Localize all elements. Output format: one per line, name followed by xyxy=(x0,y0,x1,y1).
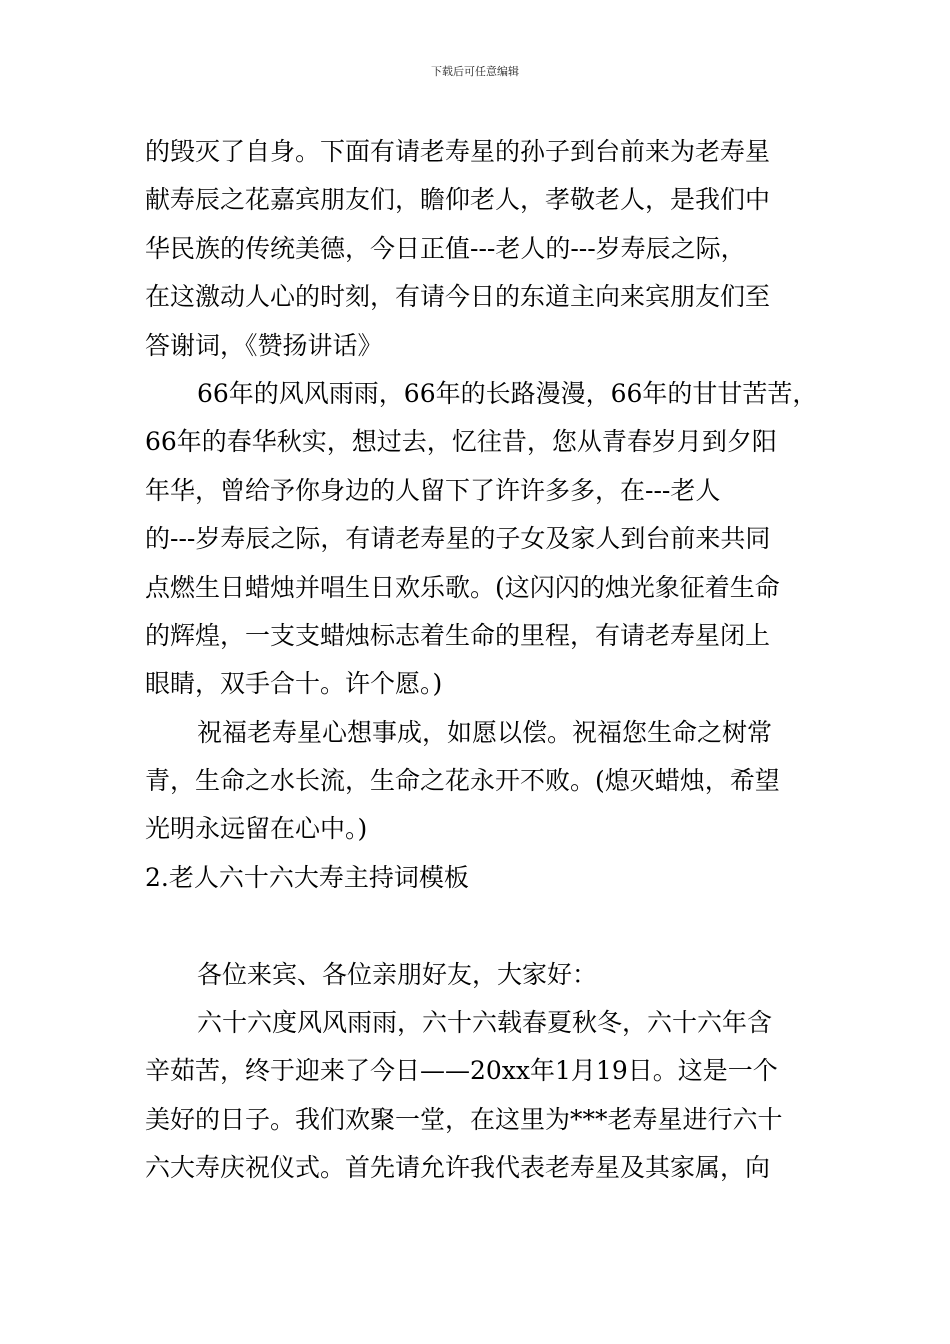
paragraph xyxy=(145,951,815,999)
text-line: 辛茹苦，终于迎来了今日——20xx年1月19日。这是一个 xyxy=(145,1056,778,1086)
text-line: 的毁灭了自身。下面有请老寿星的孙子到台前来为老寿星 xyxy=(145,137,771,166)
text-line: 66年的风风雨雨，66年的长路漫漫，66年的甘甘苦苦， xyxy=(197,378,818,408)
paragraph xyxy=(145,999,815,1193)
text-line: 献寿辰之花嘉宾朋友们，瞻仰老人，孝敬老人，是我们中 xyxy=(145,185,771,215)
paragraph xyxy=(145,709,815,854)
blank-line xyxy=(145,902,815,950)
text-line: 的辉煌，一支支蜡烛标志着生命的里程，有请老寿星闭上 xyxy=(145,620,771,650)
text-line: 答谢词，《赞扬讲话》 xyxy=(145,330,383,360)
text-line: 光明永远留在心中。) xyxy=(145,814,368,844)
paragraph xyxy=(145,370,818,709)
text-line: 眼睛，双手合十。许个愿。) xyxy=(145,669,443,699)
text-line: 祝福老寿星心想事成，如愿以偿。祝福您生命之树常 xyxy=(197,717,773,747)
text-line: 在这激动人心的时刻，有请今日的东道主向来宾朋友们至 xyxy=(145,282,771,312)
text-line: 青，生命之水长流，生命之花永开不败。(熄灭蜡烛，希望 xyxy=(145,766,780,796)
text-line: 点燃生日蜡烛并唱生日欢乐歌。(这闪闪的烛光象征着生命 xyxy=(145,572,780,602)
text-line: 六大寿庆祝仪式。首先请允许我代表老寿星及其家属，向 xyxy=(145,1153,771,1183)
text-line: 各位来宾、各位亲朋好友，大家好： xyxy=(197,959,598,989)
text-line: 六十六度风风雨雨，六十六载春夏秋冬，六十六年含 xyxy=(197,1008,773,1038)
text-line: 的---岁寿辰之际，有请老寿星的子女及家人到台前来共同 xyxy=(145,524,771,554)
text-line: 年华，曾给予你身边的人留下了许许多多，在---老人 xyxy=(145,475,721,505)
paragraph xyxy=(145,128,815,370)
text-line: 66年的春华秋实，想过去，忆往昔，您从青春岁月到夕阳 xyxy=(145,427,777,457)
text-line: 华民族的传统美德，今日正值---老人的---岁寿辰之际， xyxy=(145,233,746,263)
section-heading xyxy=(145,854,815,902)
heading-line: 2.老人六十六大寿主持词模板 xyxy=(145,862,469,892)
text-line: 美好的日子。我们欢聚一堂，在这里为***老寿星进行六十 xyxy=(145,1104,783,1134)
page-header: 下载后可任意编辑 xyxy=(431,65,519,78)
document-body xyxy=(145,128,818,1193)
